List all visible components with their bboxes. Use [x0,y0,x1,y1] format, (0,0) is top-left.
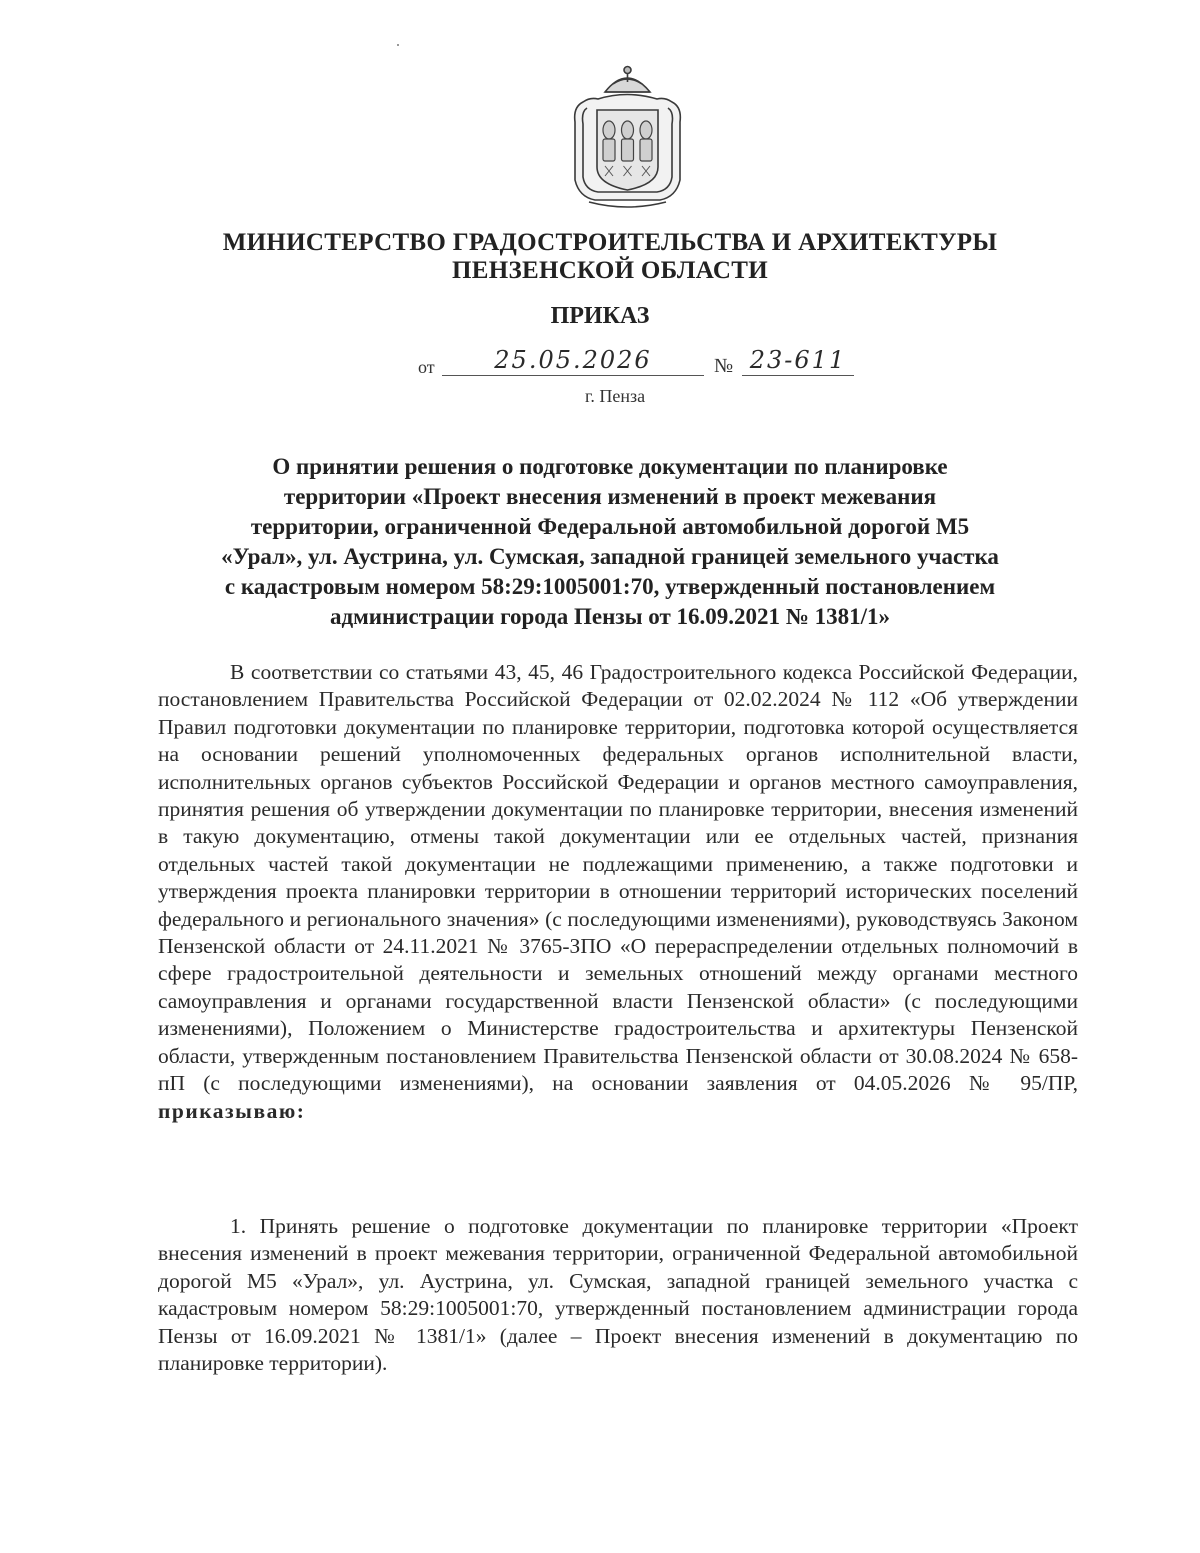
number-sign: № [714,355,734,377]
preamble-text-block [158,659,1078,1125]
document-type-title: ПРИКАЗ [550,303,650,329]
city-name: г. Пенза [585,386,646,406]
order-date-handwritten: 25.05.2026 [442,347,704,376]
subject-line: «Урал», ул. Аустрина, ул. Сумская, западной границей земельного участка [221,544,999,569]
scan-dust-mark [397,44,399,46]
subject-line: с кадастровым номером 58:29:1005001:70, утвержденный постановлением [224,574,996,599]
order-verb: приказываю: [158,1098,306,1123]
ministry-name [0,229,1200,285]
date-prefix: от [418,357,435,377]
subject-line: территории «Проект внесения изменений в проект межевания [283,484,937,509]
ministry-name-line2: ПЕНЗЕНСКОЙ ОБЛАСТИ [452,257,768,284]
order-subject-heading [150,452,1070,632]
clause-1-paragraph [158,1213,1078,1377]
subject-line: администрации города Пензы от 16.09.2021 № 1381/1» [329,604,891,629]
ministry-name-line1: МИНИСТЕРСТВО ГРАДОСТРОИТЕЛЬСТВА И АРХИТЕКТУРЫ [222,229,998,256]
order-number-handwritten: 23-611 [742,347,854,376]
subject-line: О принятии решения о подготовке документации по планировке [272,454,948,479]
clause-1-text: 1. Принять решение о подготовке документации по планировке территории «Проект внесения изменений в проект межевания территории, ограниченной Федеральной автомобильной дорогой М5 «Урал», ул. Аустрина, ул. Сумская, западной границей земельного участка с кадастровым номером 58:29:1005001:70, утвержденный постановлением администрации города Пензы от 16.09.2021 № 1381/1» (далее – Проект внесения изменений в документацию по планировке территории). [158,1214,1078,1376]
preamble-text: В соответствии со статьями 43, 45, 46 Градостроительного кодекса Российской Федерации, постановлением Правительства Российской Федерации от 02.02.2024 № 112 «Об утверждении Правил подготовки документации по планировке территории, подготовка которой осуществляется на основании решений уполномоченных федеральных органов исполнительной власти, исполнительных органов субъектов Российской Федерации и органов местного самоуправления, принятия решения об утверждении документации по планировке территории, внесения изменений в такую документацию, отмены такой документации или ее отдельных частей, признания отдельных частей такой документации не подлежащими применению, а также подготовки и утверждения проекта планировки территории в отношении территорий исторических поселений федерального и регионального значения» (с последующими изменениями), руководствуясь Законом Пензенской области от 24.11.2021 № 3765-ЗПО «О перераспределении отдельных полномочий в сфере градостроительной деятельности и земельных отношений между органами местного самоуправления и органами государственной власти Пензенской области» (с последующими изменениями), Положением о Министерстве градостроительства и архитектуры Пензенской области, утвержденным постановлением Правительства Пензенской области от 30.08.2024 № 658-пП (с последующими изменениями), на основании заявления от 04.05.2026 № 95/ПР, [158,660,1078,1096]
penza-coat-of-arms-icon [565,62,690,212]
subject-line: территории, ограниченной Федеральной автомобильной дорогой М5 [250,514,970,539]
preamble-paragraph [158,659,1078,1125]
